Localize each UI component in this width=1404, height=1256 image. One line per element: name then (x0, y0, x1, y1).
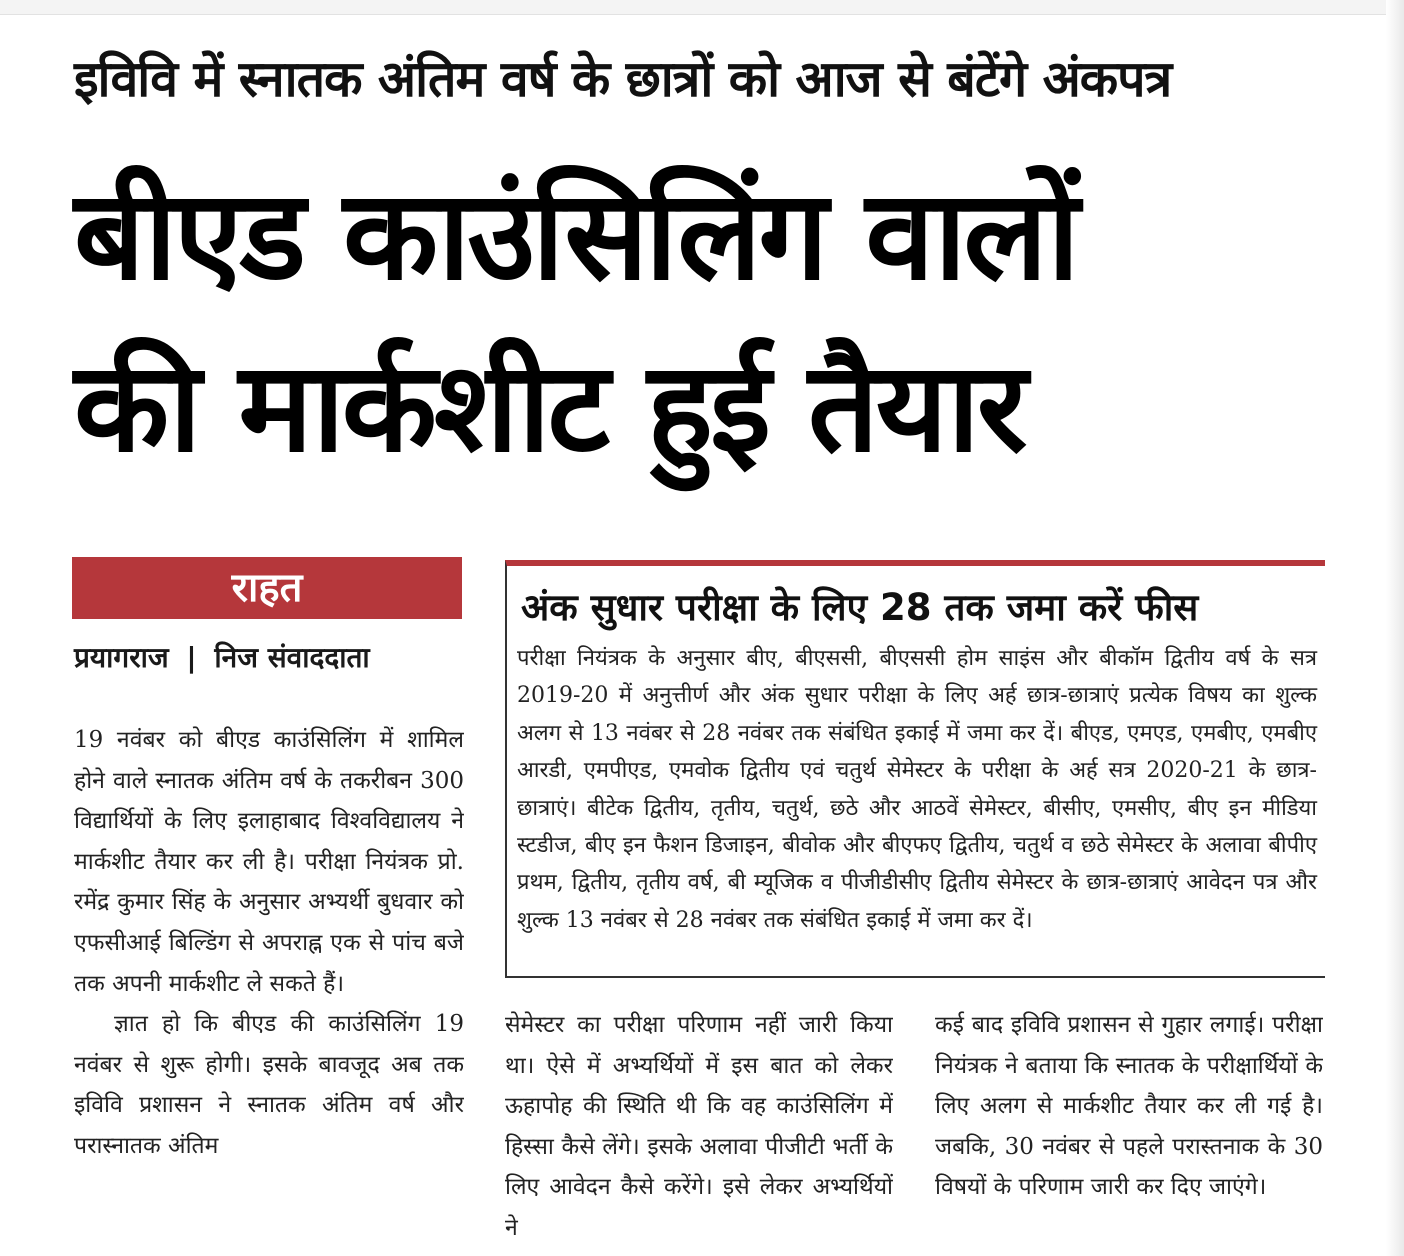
page-top-edge (0, 0, 1404, 15)
dateline-reporter: निज संवाददाता (214, 641, 370, 674)
article-column-1 (74, 720, 464, 1256)
page-right-edge-shadow (1386, 0, 1404, 1256)
article-column-2 (505, 1005, 893, 1256)
dateline (74, 636, 464, 680)
main-headline (74, 150, 1344, 494)
dateline-separator: | (186, 641, 197, 674)
sidebar-box (505, 560, 1325, 978)
dateline-city: प्रयागराज (74, 641, 169, 674)
kicker-headline: इविवि में स्नातक अंतिम वर्ष के छात्रों को आज से बंटेंगे अंकपत्र (74, 50, 1172, 108)
headline-line-1: बीएड काउंसिलिंग वालों (74, 164, 1077, 308)
section-tag: राहत (72, 557, 462, 619)
sidebar-box-body (517, 640, 1317, 939)
article-column-2-text: सेमेस्टर का परीक्षा परिणाम नहीं जारी किया था। ऐसे में अभ्यर्थियों में इस बात को लेकर ऊहापोह की स्थिति थी कि वह काउंसिलिंग में हिस्सा कैसे लेंगे। इसके अलावा पीजीटी भर्ती के लिए आवेदन कैसे करेंगे। इसे लेकर अभ्यर्थियों ने (505, 1012, 893, 1241)
sidebar-box-title: अंक सुधार परीक्षा के लिए 28 तक जमा करें फीस (521, 586, 1199, 629)
sidebar-box-paragraph: परीक्षा नियंत्रक के अनुसार बीए, बीएससी, बीएससी होम साइंस और बीकॉम द्वितीय वर्ष के सत्र 2019-20 में अनुत्तीर्ण और अंक सुधार परीक्षा के लिए अर्ह छात्र-छात्राएं प्रत्येक विषय का शुल्क अलग से 13 नवंबर से 28 नवंबर तक संबंधित इकाई में जमा कर दें। बीएड, एमएड, एमबीए, एमबीए आरडी, एमपीएड, एमवोक द्वितीय एवं चतुर्थ सेमेस्टर के परीक्षा के अर्ह सत्र 2020-21 के छात्र-छात्राएं। बीटेक द्वितीय, तृतीय, चतुर्थ, छठे और आठवें सेमेस्टर, बीसीए, एमसीए, बीए इन मीडिया स्टडीज, बीए इन फैशन डिजाइन, बीवोक और बीएफए द्वितीय, चतुर्थ व छठे सेमेस्टर के अलावा बीपीए प्रथम, द्वितीय, तृतीय वर्ष, बी म्यूजिक व पीजीडीसीए द्वितीय सेमेस्टर के छात्र-छात्राएं आवेदन पत्र और शुल्क 13 नवंबर से 28 नवंबर तक संबंधित इकाई में जमा कर दें। (517, 646, 1317, 933)
article-column-3-text: कई बाद इविवि प्रशासन से गुहार लगाई। परीक्षा नियंत्रक ने बताया कि स्नातक के परीक्षार्थियों के लिए अलग से मार्कशीट तैयार कर ली गई है। जबकि, 30 नवंबर से पहले परास्तनाक के 30 विषयों के परिणाम जारी कर दिए जाएंगे। (935, 1012, 1323, 1201)
article-column-3 (935, 1005, 1323, 1256)
headline-line-2: की मार्कशीट हुई तैयार (74, 336, 1025, 480)
article-paragraph-2: ज्ञात हो कि बीएड की काउंसिलिंग 19 नवंबर से शुरू होगी। इसके बावजूद अब तक इविवि प्रशासन ने स्नातक अंतिम वर्ष और परास्नातक अंतिम (74, 1011, 464, 1159)
article-paragraph-1: 19 नवंबर को बीएड काउंसिलिंग में शामिल होने वाले स्नातक अंतिम वर्ष के तकरीबन 300 विद्यार्थियों के लिए इलाहाबाद विश्वविद्यालय ने मार्कशीट तैयार कर ली है। परीक्षा नियंत्रक प्रो. रमेंद्र कुमार सिंह के अनुसार अभ्यर्थी बुधवार को एफसीआई बिल्डिंग से अपराह्न एक से पांच बजे तक अपनी मार्कशीट ले सकते हैं। (74, 727, 464, 997)
